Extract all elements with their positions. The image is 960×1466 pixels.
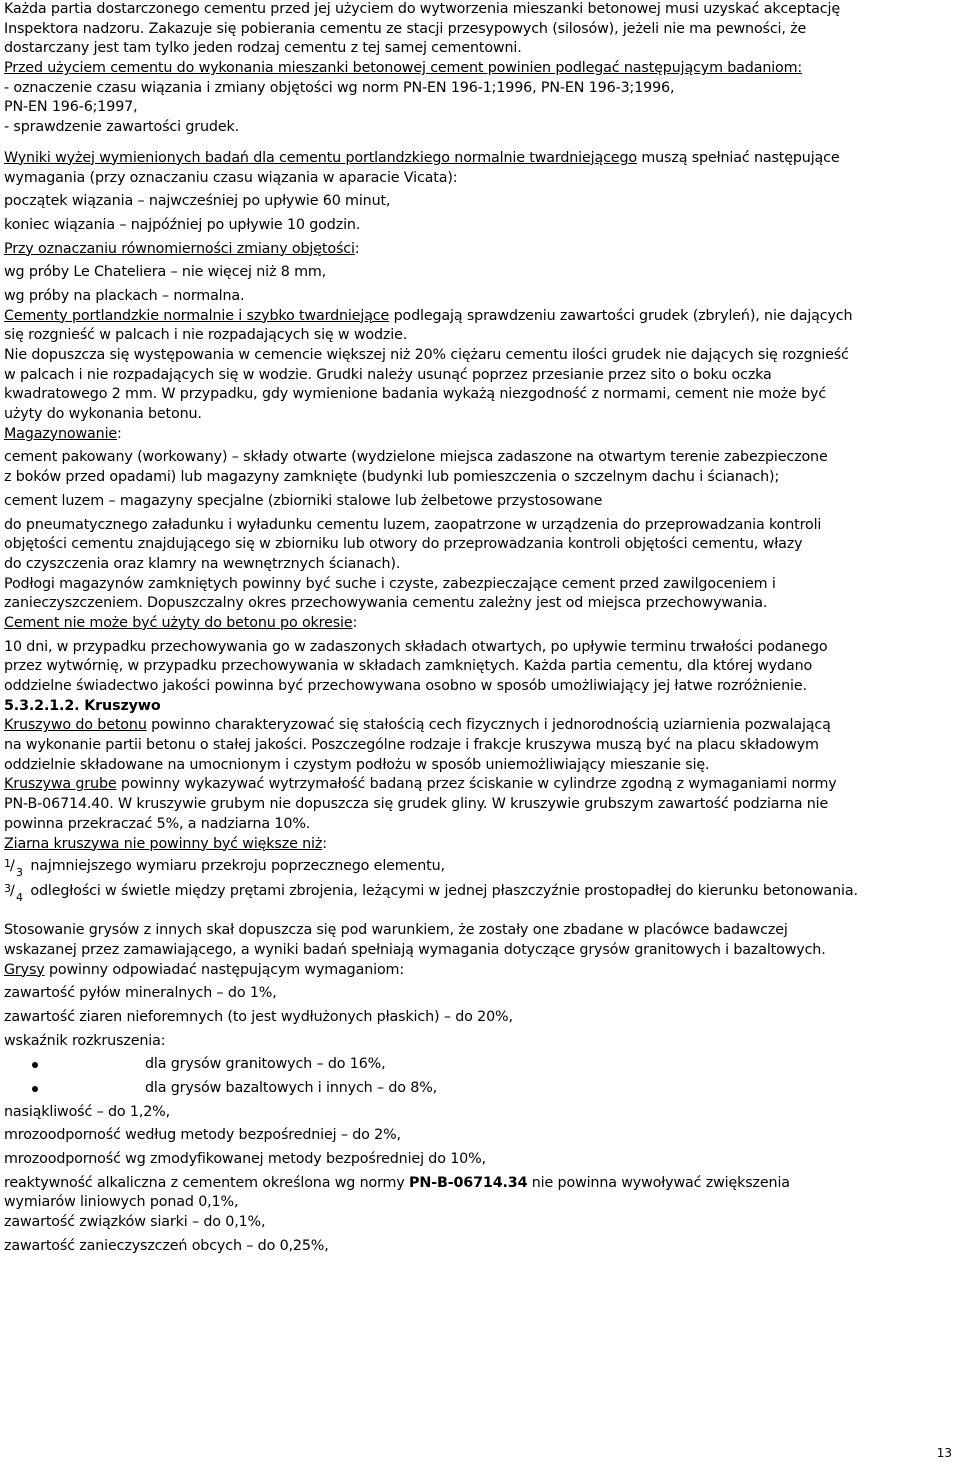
text-line — [4, 854, 954, 879]
paragraph-test-results — [4, 149, 954, 307]
text-line: początek wiązania – najwcześniej po upływie 60 minut, — [4, 193, 391, 210]
page-number: 13 — [936, 1446, 952, 1460]
fraction-numerator: 3 — [4, 882, 11, 896]
text-line: się rozgnieść w palcach i nie rozpadających się w wodzie. — [4, 327, 408, 344]
paragraph-storage — [4, 425, 954, 614]
underlined-phrase: Ziarna kruszywa nie powinny być większe niż — [4, 835, 323, 852]
text-line: wymiarów liniowych ponad 0,1%, — [4, 1194, 239, 1211]
underlined-phrase: Grysy — [4, 961, 45, 978]
spacer — [4, 904, 954, 921]
text-run: dla grysów granitowych – do 16%, — [145, 1056, 386, 1073]
bullet-item — [4, 1055, 954, 1075]
text-line: kwadratowego 2 mm. W przypadku, gdy wymienione badania wykażą niezgodność z normami, cement nie może być — [4, 386, 827, 403]
underlined-phrase: Kruszywa grube — [4, 776, 117, 793]
text-line: Inspektora nadzoru. Zakazuje się pobierania cementu ze stacji przesypowych (silosów), jeżeli nie ma pewności, że — [4, 20, 807, 37]
text-line: oddzielnie składowane na umocnionym i czystym podłożu w sposób uniemożliwiający mieszanie się. — [4, 756, 710, 773]
text-line: wymagania (przy oznaczaniu czasu wiązania w aparacie Vicata): — [4, 169, 458, 186]
text-run: : — [322, 835, 327, 852]
text-line: wg próby Le Chateliera – nie więcej niż 8 mm, — [4, 264, 327, 281]
underlined-phrase: Cementy portlandzkie normalnie i szybko twardniejące — [4, 307, 390, 324]
text-run: : — [352, 614, 358, 631]
fraction-denominator: 3 — [16, 866, 23, 880]
text-run: powinno charakteryzować się stałością cech fizycznych i jednorodnością uziarnienia pozwalającą — [146, 717, 831, 734]
text-line — [4, 240, 954, 260]
text-line: - sprawdzenie zawartości grudek. — [4, 119, 239, 136]
text-line — [4, 775, 954, 795]
text-line: Stosowanie grysów z innych skał dopuszcza się pod warunkiem, że zostały one zbadane w placówce badawczej — [4, 922, 788, 939]
text-line: Każda partia dostarczonego cementu przed jej użyciem do wytworzenia mieszanki betonowej musi uzyskać akceptację — [4, 1, 840, 17]
text-line: Przed użyciem cementu do wykonania mieszanki betonowej cement powinien podlegać następującym badaniom: — [4, 60, 803, 77]
text-line: nasiąkliwość – do 1,2%, — [4, 1103, 170, 1120]
document-body — [4, 0, 954, 1257]
text-run: reaktywność alkaliczna z cementem określona wg normy — [4, 1174, 410, 1191]
text-line — [4, 879, 954, 904]
text-line — [4, 149, 954, 169]
text-line: mrozoodporność według metody bezpośredniej – do 2%, — [4, 1127, 401, 1144]
text-run: podlegają sprawdzeniu zawartości grudek (zbryleń), nie dających — [389, 307, 853, 324]
text-run: : — [117, 425, 122, 442]
fraction — [4, 879, 26, 905]
text-line: zawartość pyłów mineralnych – do 1%, — [4, 985, 277, 1002]
fraction-numerator: 1 — [4, 857, 11, 871]
fraction-slash: / — [10, 883, 15, 900]
text-run: nie powinna wywoływać zwiększenia — [527, 1174, 790, 1191]
text-line: cement luzem – magazyny specjalne (zbiorniki stalowe lub żelbetowe przystosowane — [4, 492, 603, 509]
text-line — [4, 425, 954, 445]
text-line: użyty do wykonania betonu. — [4, 406, 202, 423]
text-line: mrozoodporność wg zmodyfikowanej metody bezpośredniej do 10%, — [4, 1151, 486, 1168]
text-line: z boków przed opadami) lub magazyny zamknięte (budynki lub pomieszczenia o szczelnym dachu i ścianach); — [4, 469, 780, 486]
bullet-dot-icon — [32, 1062, 38, 1068]
text-run: odległości w świetle między prętami zbrojenia, leżącymi w jednej płaszczyźnie prostopadłej do kierunku betonowania. — [26, 883, 858, 900]
paragraph-cement-acceptance — [4, 0, 954, 59]
text-line: do czyszczenia oraz klamry na wewnętrznych ścianach). — [4, 555, 401, 572]
bullet-dot-icon — [32, 1086, 38, 1092]
paragraph-cement-expiry — [4, 614, 954, 697]
standard-reference: PN-B-06714.34 — [409, 1174, 528, 1191]
text-run: muszą spełniać następujące — [636, 149, 840, 166]
text-line: zanieczyszczeniem. Dopuszczalny okres przechowywania cementu zależny jest od miejsca przechowywania. — [4, 595, 768, 612]
text-line — [4, 614, 954, 634]
underlined-phrase: Cement nie może być użyty do betonu po okresie — [4, 614, 353, 631]
text-run: dla grysów bazaltowych i innych – do 8%, — [145, 1080, 438, 1096]
fraction-denominator: 4 — [16, 891, 23, 905]
text-line: zawartość ziaren nieforemnych (to jest wydłużonych płaskich) – do 20%, — [4, 1008, 513, 1025]
text-line: wskazanej przez zamawiającego, a wyniki badań spełniają wymagania dotyczące grysów granitowych i bazaltowych. — [4, 941, 826, 958]
fraction — [4, 854, 26, 880]
text-line: powinna przekraczać 5%, a nadziarna 10%. — [4, 815, 311, 832]
paragraph-grits — [4, 921, 954, 1256]
text-line: wg próby na plackach – normalna. — [4, 287, 245, 304]
text-line: Podłogi magazynów zamkniętych powinny być suche i czyste, zabezpieczające cement przed zawilgoceniem i — [4, 575, 776, 592]
text-line: zawartość związków siarki – do 0,1%, — [4, 1214, 266, 1231]
text-line: Nie dopuszcza się występowania w cemencie większej niż 20% ciężaru cementu ilości grudek nie dających się rozgnieść — [4, 347, 849, 363]
underlined-phrase: Kruszywo do betonu — [4, 717, 147, 734]
text-run: powinny odpowiadać następującym wymaganiom: — [44, 961, 404, 978]
paragraph-aggregate — [4, 716, 954, 775]
text-line: objętości cementu znajdującego się w zbiorniku lub otwory do przeprowadzania kontroli objętości cementu, włazy — [4, 536, 803, 553]
text-line: przez wytwórnię, w przypadku przechowywania w składach zamkniętych. Każda partia cementu, dla której wydano — [4, 658, 813, 675]
text-line: do pneumatycznego załadunku i wyładunku cementu luzem, zaopatrzone w urządzenia do przeprowadzania kontroli — [4, 516, 822, 533]
text-run: najmniejszego wymiaru przekroju poprzecznego elementu, — [26, 858, 445, 875]
section-heading: 5.3.2.1.2. Kruszywo — [4, 697, 161, 714]
text-run: powinny wykazywać wytrzymałość badaną przez ściskanie w cylindrze zgodną z wymaganiami normy — [116, 776, 837, 793]
text-line: dostarczany jest tam tylko jeden rodzaj cementu z tej samej cementowni. — [4, 40, 522, 57]
text-line — [4, 307, 954, 327]
text-line: koniec wiązania – najpóźniej po upływie 10 godzin. — [4, 216, 361, 233]
text-line: w palcach i nie rozpadających się w wodzie. Grudki należy usunąć poprzez przesianie przez sito o boku oczka — [4, 366, 772, 383]
text-line: zawartość zanieczyszczeń obcych – do 0,25%, — [4, 1237, 329, 1254]
text-line: - oznaczenie czasu wiązania i zmiany objętości wg norm PN-EN 196-1;1996, PN-EN 196-3;1996, — [4, 79, 675, 96]
underlined-phrase: Przy oznaczaniu równomierności zmiany objętości — [4, 240, 355, 257]
text-line — [4, 835, 954, 855]
text-line: oddzielne świadectwo jakości powinna być przechowywana osobno w sposób umożliwiający jej łatwe rozróżnienie. — [4, 678, 807, 694]
bullet-item — [4, 1079, 954, 1099]
underlined-phrase: Wyniki wyżej wymienionych badań dla cementu portlandzkiego normalnie twardniejącego — [4, 149, 637, 166]
paragraph-cement-tests — [4, 59, 954, 138]
spacer — [4, 138, 954, 149]
underlined-phrase: Magazynowanie — [4, 425, 118, 442]
text-line: cement pakowany (workowany) – składy otwarte (wydzielone miejsca zadaszone na otwartym terenie zabezpieczone — [4, 449, 828, 466]
text-line — [4, 716, 954, 736]
paragraph-coarse-aggregate — [4, 775, 954, 904]
fraction-slash: / — [10, 858, 15, 875]
text-line: PN-B-06714.40. W kruszywie grubym nie dopuszcza się grudek gliny. W kruszywie grubszym zawartość podziarna nie — [4, 796, 829, 813]
text-line: 10 dni, w przypadku przechowywania go w zadaszonych składach otwartych, po upływie terminu trwałości podanego — [4, 638, 828, 655]
text-line — [4, 961, 954, 981]
text-run: : — [354, 240, 360, 257]
text-line: PN-EN 196-6;1997, — [4, 99, 138, 116]
text-line: na wykonanie partii betonu o stałej jakości. Poszczególne rodzaje i frakcje kruszywa muszą być na placu składowym — [4, 737, 819, 754]
paragraph-lumps — [4, 307, 954, 425]
text-line: wskaźnik rozkruszenia: — [4, 1032, 166, 1049]
text-line — [4, 1174, 954, 1194]
